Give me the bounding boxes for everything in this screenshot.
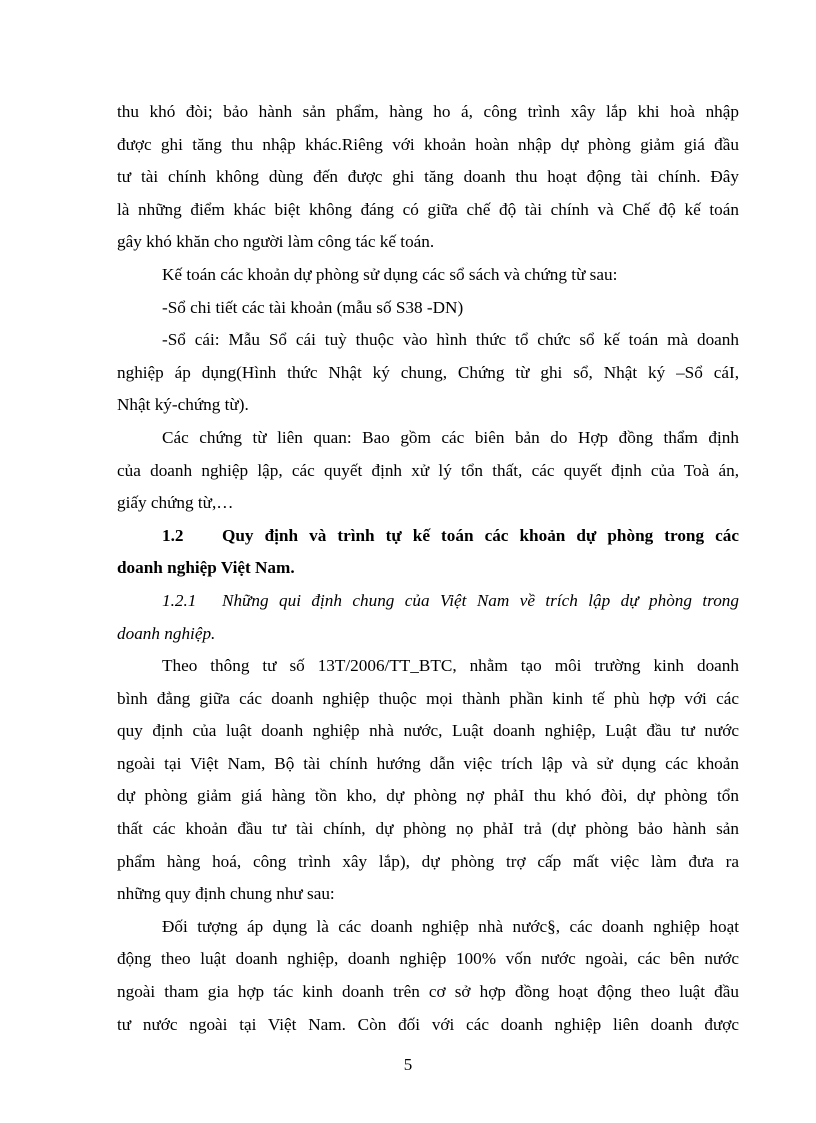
text-line: Các chứng từ liên quan: Bao gồm các biên bản do Hợp đồng thẩm định [162, 427, 739, 447]
paragraph [117, 324, 739, 422]
heading-number: 1.2.1 [162, 590, 197, 610]
paragraph [117, 422, 739, 520]
text-line: được ghi tăng thu nhập khác.Riêng với khoản hoàn nhập dự phòng giảm giá đầu [117, 134, 739, 154]
heading-line [117, 585, 739, 618]
text-line: là những điểm khác biệt không đáng có giữa chế độ tài chính và Chế độ kế toán [117, 199, 739, 219]
text-line: thu khó đòi; bảo hành sản phẩm, hàng ho á, công trình xây lắp khi hoà nhập [117, 102, 739, 121]
text-line: những quy định chung như sau: [117, 884, 335, 904]
text-line: tư nước ngoài tại Việt Nam. Còn đối với các doanh nghiệp liên doanh được [117, 1014, 739, 1034]
text-line: quy định của luật doanh nghiệp nhà nước, Luật doanh nghiệp, Luật đầu tư nước [117, 721, 739, 741]
heading-text: Những qui định chung của Việt Nam về trích lập dự phòng trong [222, 590, 739, 610]
heading-line [117, 520, 739, 553]
page-number: 5 [403, 1055, 413, 1074]
section-heading [117, 520, 739, 585]
paragraph [117, 96, 739, 259]
text-line: gây khó khăn cho người làm công tác kế toán. [117, 232, 435, 252]
heading-text: Quy định và trình tự kế toán các khoản dự phòng trong các [222, 525, 739, 545]
text-line: tư tài chính không dùng đến được ghi tăng doanh thu hoạt động tài chính. Đây [117, 167, 739, 187]
paragraph [117, 292, 739, 325]
text-line: giấy chứng từ,… [117, 493, 234, 513]
text-line: động theo luật doanh nghiệp, doanh nghiệp 100% vốn nước ngoài, các bên nước [117, 949, 739, 969]
text-line: dự phòng giảm giá hàng tồn kho, dự phòng nợ phảI thu khó đòi, dự phòng tổn [117, 786, 739, 806]
text-line: nghiệp áp dụng(Hình thức Nhật ký chung, Chứng từ ghi sổ, Nhật ký –Sổ cáI, [117, 362, 739, 382]
text-line: -Sổ chi tiết các tài khoản (mẫu số S38 -DN) [162, 297, 464, 317]
heading-line: doanh nghiệp Việt Nam. [117, 558, 295, 578]
text-line: Đối tượng áp dụng là các doanh nghiệp nhà nước§, các doanh nghiệp hoạt [162, 916, 739, 936]
text-line: ngoài tại Việt Nam, Bộ tài chính hướng dẫn việc trích lập và sử dụng các khoản [117, 753, 739, 773]
text-line: Kế toán các khoản dự phòng sử dụng các sổ sách và chứng từ sau: [162, 264, 618, 284]
paragraph [117, 650, 739, 911]
text-line: -Sổ cái: Mẫu Sổ cái tuỳ thuộc vào hình thức tổ chức sổ kế toán mà doanh [162, 330, 739, 350]
heading-number: 1.2 [162, 525, 184, 545]
document-body [117, 96, 739, 1041]
text-line: Theo thông tư số 13T/2006/TT_BTC, nhằm tạo môi trường kinh doanh [162, 656, 739, 676]
paragraph [117, 259, 739, 292]
text-line: phẩm hàng hoá, công trình xây lắp), dự phòng trợ cấp mất việc làm đưa ra [117, 851, 739, 871]
text-line: của doanh nghiệp lập, các quyết định xử lý tổn thất, các quyết định của Toà án, [117, 460, 739, 480]
heading-line: doanh nghiệp. [117, 623, 216, 643]
text-line: thất các khoản đầu tư tài chính, dự phòng nọ phảI trả (dự phòng bảo hành sản [117, 819, 739, 839]
subsection-heading [117, 585, 739, 650]
text-line: ngoài tham gia hợp tác kinh doanh trên cơ sở hợp đồng hoạt động theo luật đầu [117, 982, 739, 1002]
paragraph [117, 911, 739, 1041]
text-line: Nhật ký-chứng từ). [117, 395, 249, 415]
text-line: bình đẳng giữa các doanh nghiệp thuộc mọi thành phần kinh tế phù hợp với các [117, 688, 739, 708]
